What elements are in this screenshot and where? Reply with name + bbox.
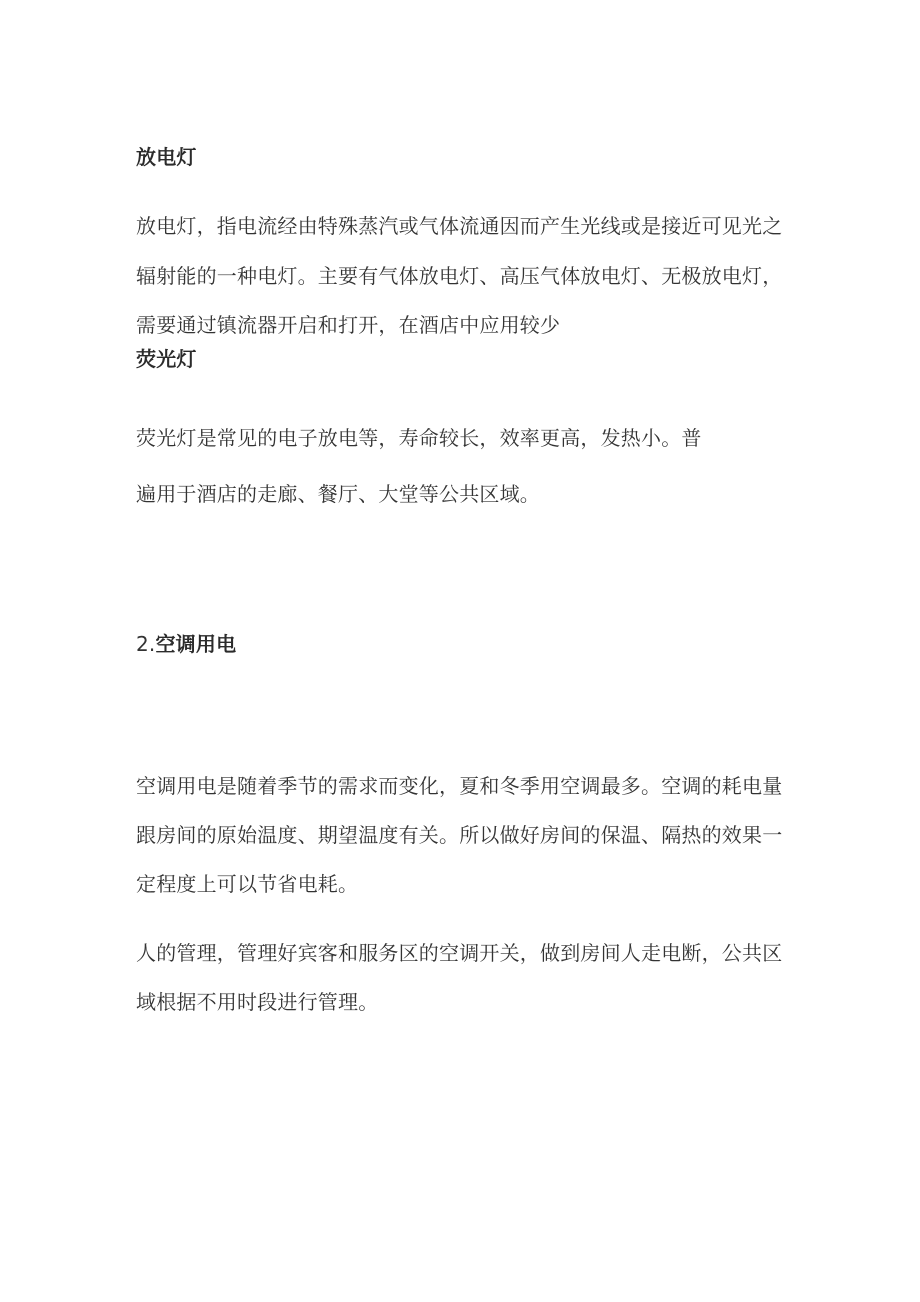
ac-paragraph-1-line-1: 空调用电是随着季节的需求而变化，夏和冬季用空调最多。空调的耗电量 xyxy=(136,774,783,798)
ac-paragraph-1-line-2: 跟房间的原始温度、期望温度有关。所以做好房间的保温、隔热的效果一 xyxy=(136,823,783,847)
ac-paragraph-1-line-3: 定程度上可以节省电耗。 xyxy=(136,872,359,896)
ac-paragraph-2-line-2: 域根据不用时段进行管理。 xyxy=(136,990,379,1014)
discharge-paragraph-line-2: 辐射能的一种电灯。主要有气体放电灯、高压气体放电灯、无极放电灯， xyxy=(136,264,783,288)
fluorescent-paragraph-line-2: 遍用于酒店的走廊、餐厅、大堂等公共区域。 xyxy=(136,482,540,506)
air-conditioning-heading xyxy=(136,631,236,657)
discharge-paragraph-line-1: 放电灯，指电流经由特殊蒸汽或气体流通因而产生光线或是接近可见光之 xyxy=(136,214,783,238)
fluorescent-lamp-heading: 荧光灯 xyxy=(136,347,197,371)
discharge-paragraph-line-3: 需要通过镇流器开启和打开，在酒店中应用较少 xyxy=(136,313,561,337)
air-conditioning-number: 2. xyxy=(136,632,156,656)
fluorescent-paragraph-line-1: 荧光灯是常见的电子放电等，寿命较长，效率更高，发热小。普 xyxy=(136,426,702,450)
ac-paragraph-2-line-1: 人的管理，管理好宾客和服务区的空调开关，做到房间人走电断，公共区 xyxy=(136,941,783,965)
air-conditioning-title: 空调用电 xyxy=(155,632,237,656)
discharge-lamp-heading: 放电灯 xyxy=(136,145,197,169)
